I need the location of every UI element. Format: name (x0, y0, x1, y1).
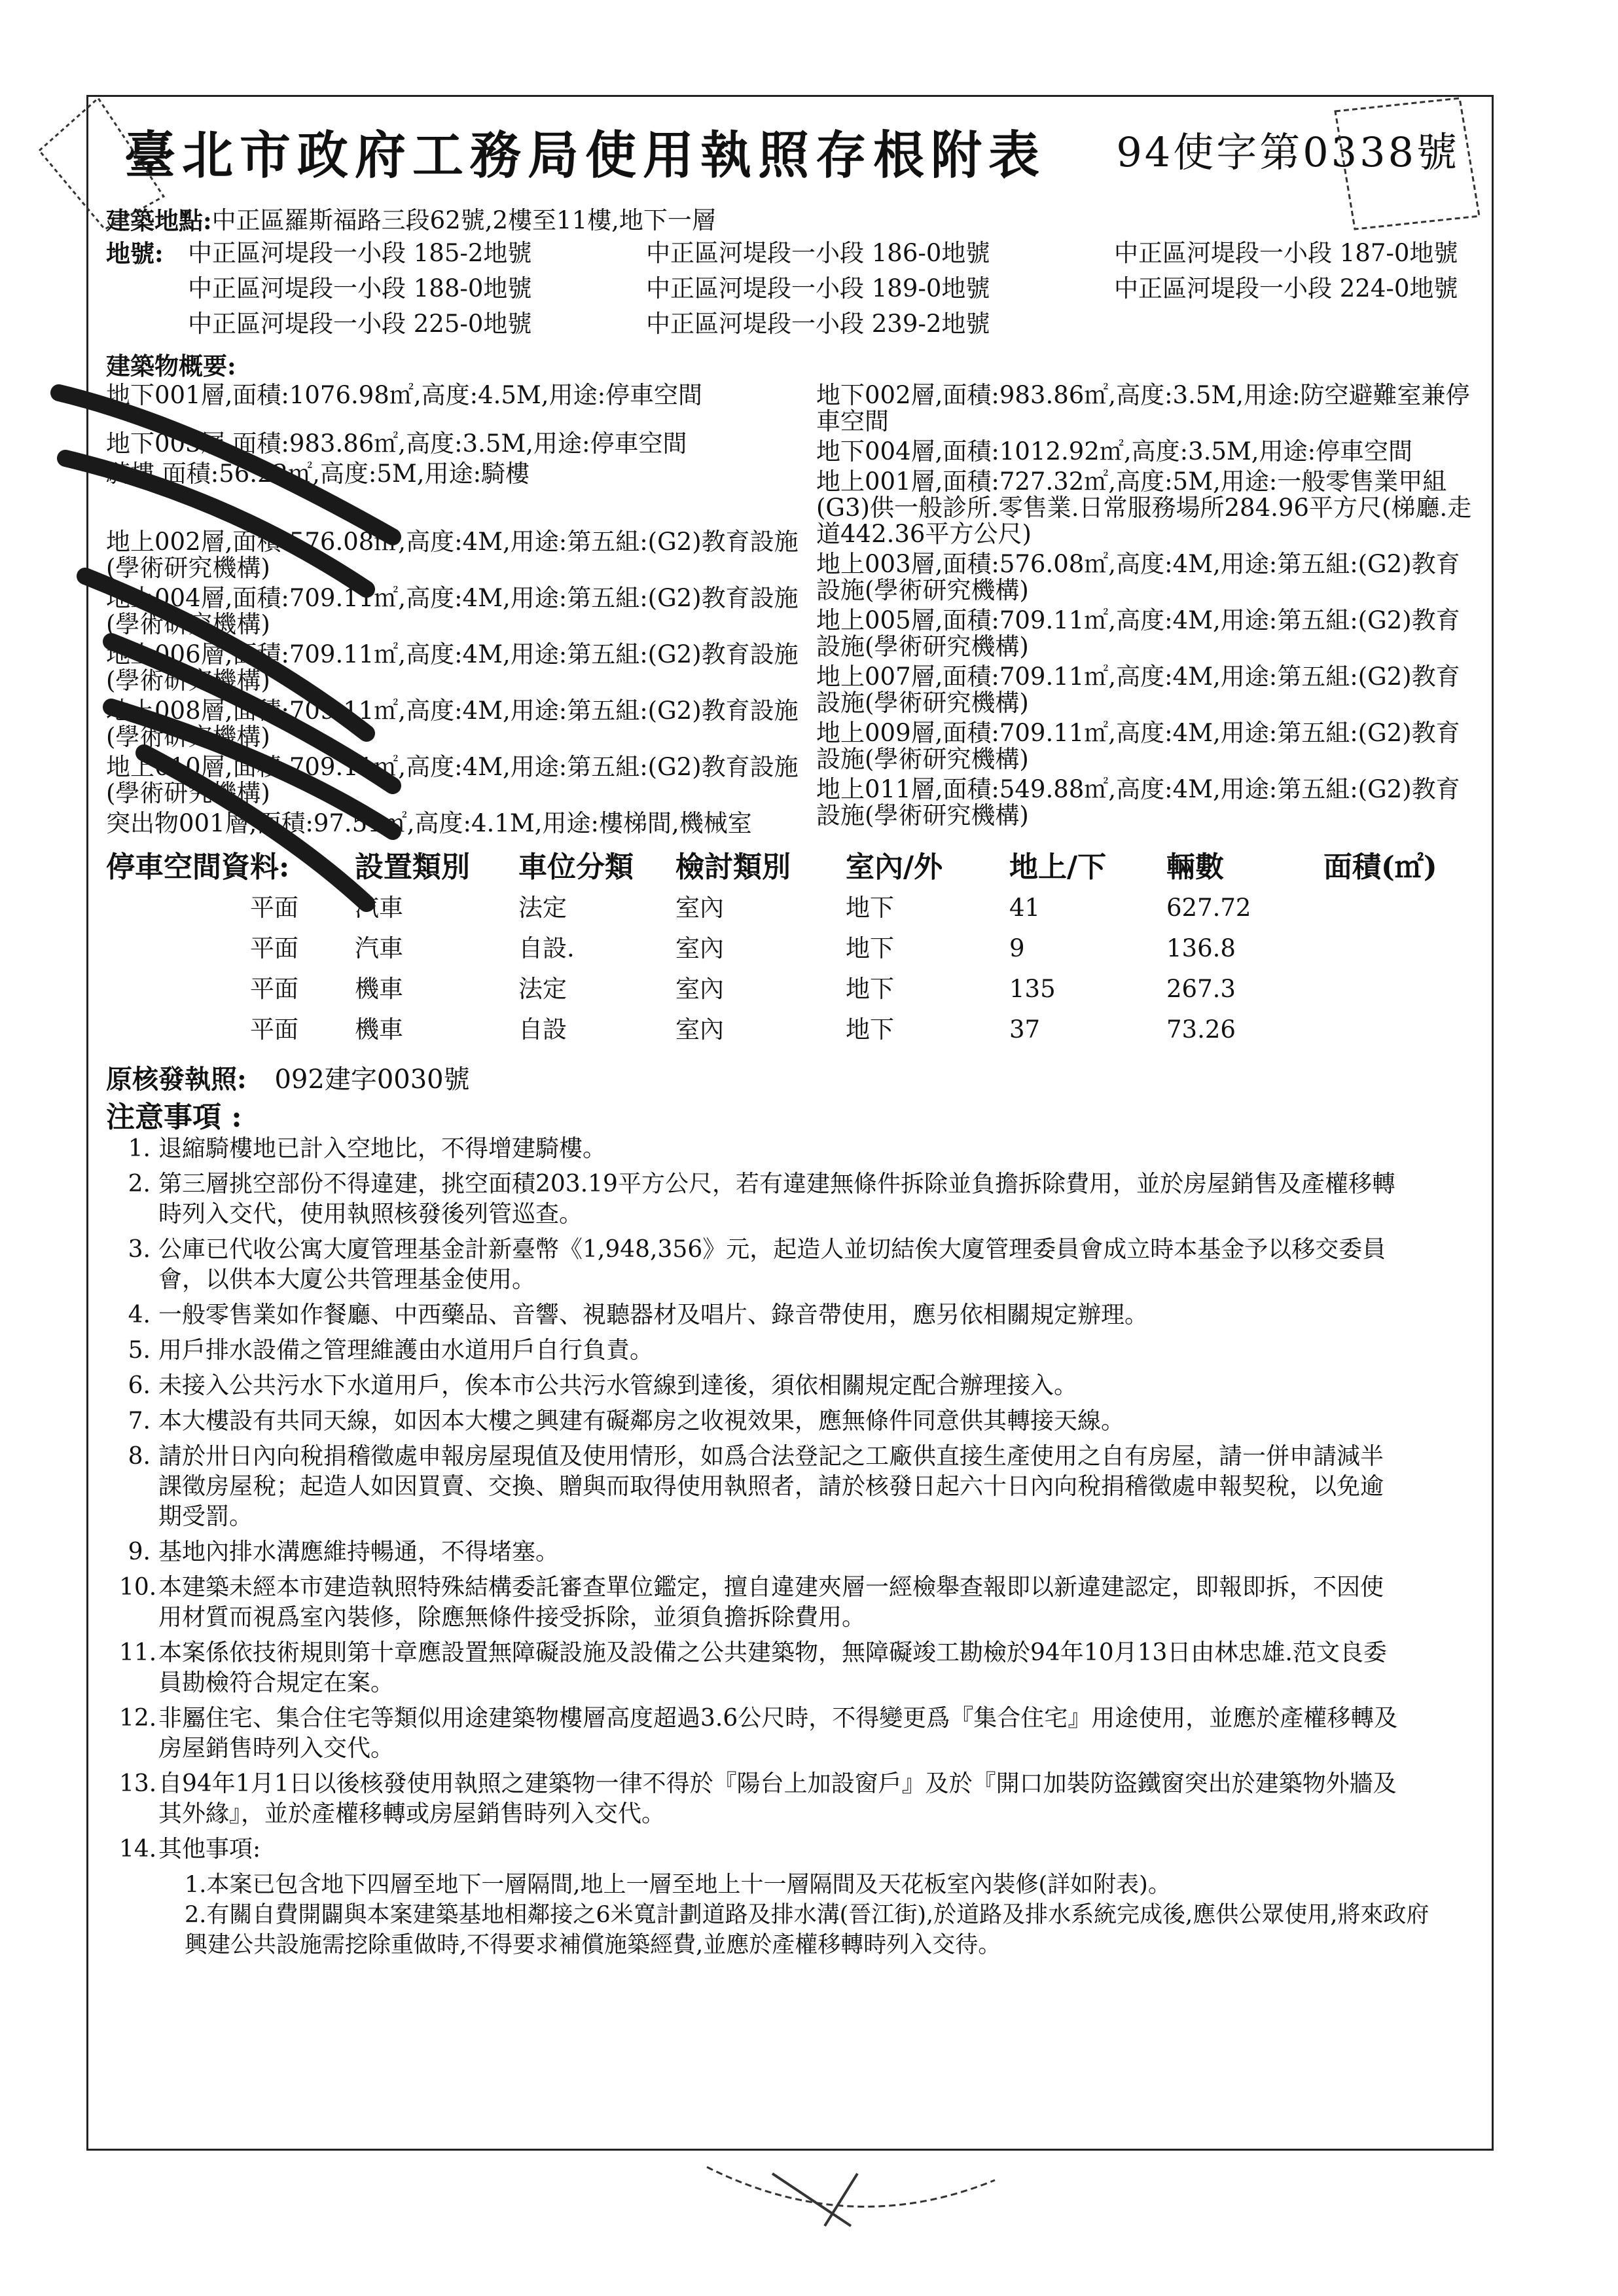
floor-entry: 地上009層,面積:709.11㎡,高度:4M,用途:第五組:(G2)教育設施(學術研究機構) (816, 719, 1460, 773)
parking-cell: 平面 (250, 934, 298, 962)
note-text: 第三層挑空部份不得違建，挑空面積203.19平方公尺，若有違建無條件拆除並負擔拆除費用，並於房屋銷售及產權移轉時列入交代，使用執照核發後列管巡查。 (158, 1171, 1395, 1228)
floor-entry: 地上004層,面積:709.11㎡,高度:4M,用途:第五組:(G2)教育設施(學術研究機構) (106, 584, 799, 638)
note-number: 5. (128, 1337, 151, 1364)
floor-entry: 騎樓,面積:56.22㎡,高度:5M,用途:騎樓 (106, 460, 530, 488)
parking-col-header: 輛數 (1166, 850, 1224, 884)
floor-entry: 地上006層,面積:709.11㎡,高度:4M,用途:第五組:(G2)教育設施(學術研究機構) (106, 640, 799, 695)
notes-title: 注意事項 : (106, 1101, 242, 1134)
parking-col-header: 室內/外 (846, 850, 943, 884)
note-number: 9. (128, 1539, 151, 1565)
note-number: 6. (128, 1372, 151, 1399)
other-matter: 1.本案已包含地下四層至地下一層隔間,地上一層至地上十一層隔間及天花板室內裝修(詳如附表)。 (185, 1872, 1171, 1898)
parking-cell: 37 (1009, 1015, 1041, 1044)
parking-cell: 法定 (518, 975, 567, 1003)
parking-col-header: 車位分類 (518, 850, 634, 884)
floor-entry: 地上002層,面積:576.08㎡,高度:4M,用途:第五組:(G2)教育設施(學術研究機構) (106, 528, 799, 582)
floor-entry: 地上005層,面積:709.11㎡,高度:4M,用途:第五組:(G2)教育設施(學術研究機構) (816, 606, 1460, 661)
parking-cell: 73.26 (1166, 1015, 1236, 1044)
floor-entry: 地上001層,面積:727.32㎡,高度:5M,用途:一般零售業甲組(G3)供一般診所.零售業.日常服務場所284.96平方尺(梯廳.走道442.36平方公尺) (816, 467, 1472, 548)
lot-item: 中正區河堤段一小段 189-0地號 (646, 274, 990, 302)
building-site-label: 建築地點: (106, 206, 212, 235)
parking-cell: 267.3 (1166, 975, 1236, 1003)
note-text: 一般零售業如作餐廳、中西藥品、音響、視聽器材及唱片、錄音帶使用，應另依相關規定辦理。 (158, 1302, 1149, 1328)
floor-entry: 地下002層,面積:983.86㎡,高度:3.5M,用途:防空避難室兼停車空間 (816, 381, 1470, 435)
floor-entry: 地上003層,面積:576.08㎡,高度:4M,用途:第五組:(G2)教育設施(學術研究機構) (816, 550, 1460, 604)
original-permit-value: 092建字0030號 (274, 1065, 470, 1095)
lot-item: 中正區河堤段一小段 185-2地號 (188, 239, 532, 267)
parking-title: 停車空間資料: (106, 850, 290, 884)
floor-entry: 地上010層,面積:709.11㎡,高度:4M,用途:第五組:(G2)教育設施(學術研究機構) (106, 753, 799, 807)
note-text: 用戶排水設備之管理維護由水道用戶自行負責。 (158, 1337, 654, 1364)
floor-entry: 地上011層,面積:549.88㎡,高度:4M,用途:第五組:(G2)教育設施(學術研究機構) (816, 775, 1460, 829)
parking-cell: 9 (1009, 934, 1025, 962)
note-text: 公庫已代收公寓大廈管理基金計新臺幣《1,948,356》元，起造人並切結俟大廈管理委員會成立時本基金予以移交委員會，以供本大廈公共管理基金使用。 (158, 1236, 1386, 1293)
lot-item: 中正區河堤段一小段 224-0地號 (1114, 274, 1458, 302)
document-title: 臺北市政府工務局使用執照存根附表 (124, 126, 1047, 185)
parking-cell: 機車 (355, 1015, 403, 1044)
note-text: 本案係依技術規則第十章應設置無障礙設施及設備之公共建築物，無障礙竣工勘檢於94年10月13日由林忠雄.范文良委員勘檢符合規定在案。 (158, 1639, 1387, 1696)
parking-cell: 法定 (518, 894, 567, 922)
lot-item: 中正區河堤段一小段 187-0地號 (1114, 239, 1458, 267)
lot-item: 中正區河堤段一小段 186-0地號 (646, 239, 990, 267)
note-text: 請於卅日內向稅捐稽徵處申報房屋現值及使用情形，如爲合法登記之工廠供直接生產使用之自有房屋，請一併申請減半課徵房屋稅；起造人如因買賣、交換、贈與而取得使用執照者，請於核發日起六十日內向稅捐稽徵處申報契稅，以免逾期受罰。 (158, 1443, 1384, 1530)
lot-label: 地號: (106, 239, 164, 268)
parking-cell: 地下 (846, 894, 894, 922)
parking-cell: 41 (1009, 894, 1041, 922)
note-text: 非屬住宅、集合住宅等類似用途建築物樓層高度超過3.6公尺時，不得變更爲『集合住宅』用途使用，並應於產權移轉及房屋銷售時列入交代。 (158, 1705, 1398, 1762)
parking-cell: 機車 (355, 975, 403, 1003)
parking-col-header: 面積(㎡) (1323, 850, 1437, 884)
note-number: 11. (119, 1639, 157, 1666)
note-number: 1. (128, 1135, 151, 1162)
original-permit-label: 原核發執照: (106, 1064, 247, 1095)
parking-cell: 室內 (675, 975, 724, 1003)
parking-cell: 汽車 (355, 934, 403, 962)
note-number: 13. (119, 1770, 157, 1797)
note-text: 退縮騎樓地已計入空地比，不得增建騎樓。 (158, 1135, 607, 1162)
note-text: 自94年1月1日以後核發使用執照之建築物一律不得於『陽台上加設窗戶』及於『開口加裝防盜鐵窗突出於建築物外牆及其外緣』，並於產權移轉或房屋銷售時列入交代。 (158, 1770, 1397, 1827)
floor-entry: 地上007層,面積:709.11㎡,高度:4M,用途:第五組:(G2)教育設施(學術研究機構) (816, 663, 1460, 717)
parking-cell: 平面 (250, 1015, 298, 1044)
parking-cell: 地下 (846, 934, 894, 962)
note-number: 14. (119, 1836, 157, 1863)
parking-cell: 汽車 (355, 894, 403, 922)
note-number: 8. (128, 1443, 151, 1470)
lot-item: 中正區河堤段一小段 225-0地號 (188, 310, 532, 338)
parking-col-header: 地上/下 (1009, 850, 1107, 884)
parking-cell: 室內 (675, 1015, 724, 1044)
parking-cell: 627.72 (1166, 894, 1251, 922)
parking-cell: 自設 (518, 1015, 567, 1044)
permit-number: 94使字第0338號 (1116, 128, 1460, 176)
parking-col-header: 檢討類別 (675, 850, 791, 884)
building-site-value: 中正區羅斯福路三段62號,2樓至11樓,地下一層 (211, 206, 716, 234)
floor-entry: 地下003層,面積:983.86㎡,高度:3.5M,用途:停車空間 (106, 429, 687, 458)
lot-item: 中正區河堤段一小段 239-2地號 (646, 310, 990, 338)
stamp-graphic (39, 98, 1479, 2226)
note-number: 3. (128, 1236, 151, 1263)
note-text: 本建築未經本市建造執照特殊結構委託審查單位鑑定，擅自違建夾層一經檢舉查報即以新違建認定，即報即拆，不因使用材質而視爲室內裝修，除應無條件接受拆除，並須負擔拆除費用。 (158, 1574, 1384, 1631)
parking-cell: 室內 (675, 934, 724, 962)
floor-entry: 地下004層,面積:1012.92㎡,高度:3.5M,用途:停車空間 (816, 437, 1413, 465)
note-text: 本大樓設有共同天線，如因本大樓之興建有礙鄰房之收視效果，應無條件同意供其轉接天線。 (158, 1408, 1125, 1434)
note-text: 基地內排水溝應維持暢通，不得堵塞。 (158, 1539, 560, 1565)
parking-cell: 平面 (250, 975, 298, 1003)
note-number: 4. (128, 1302, 151, 1328)
note-text: 未接入公共污水下水道用戶，俟本市公共污水管線到達後，須依相關規定配合辦理接入。 (158, 1372, 1078, 1399)
note-number: 2. (128, 1171, 151, 1197)
parking-cell: 平面 (250, 894, 298, 922)
note-number: 10. (119, 1574, 157, 1601)
note-number: 12. (119, 1705, 157, 1732)
scribble-graphic (59, 393, 393, 903)
parking-cell: 135 (1009, 975, 1056, 1003)
other-matter: 2.有關自費開闢與本案建築基地相鄰接之6米寬計劃道路及排水溝(晉江街),於道路及排水系統完成後,應供公眾使用,將來政府興建公共設施需挖除重做時,不得要求補償施築經費,並應於產權移轉時列入交待。 (185, 1902, 1429, 1958)
note-text: 其他事項: (158, 1836, 261, 1863)
note-number: 7. (128, 1408, 151, 1434)
parking-cell: 室內 (675, 894, 724, 922)
floor-entry: 地下001層,面積:1076.98㎡,高度:4.5M,用途:停車空間 (106, 381, 703, 409)
floor-entry: 地上008層,面積:709.11㎡,高度:4M,用途:第五組:(G2)教育設施(學術研究機構) (106, 697, 799, 751)
parking-cell: 地下 (846, 1015, 894, 1044)
overview-label: 建築物概要: (106, 352, 236, 380)
parking-cell: 136.8 (1166, 934, 1236, 962)
lot-item: 中正區河堤段一小段 188-0地號 (188, 274, 532, 302)
parking-col-header: 設置類別 (355, 850, 470, 884)
floor-entry: 突出物001層,面積:97.51㎡,高度:4.1M,用途:樓梯間,機械室 (106, 809, 752, 837)
parking-cell: 地下 (846, 975, 894, 1003)
parking-cell: 自設. (518, 934, 575, 962)
